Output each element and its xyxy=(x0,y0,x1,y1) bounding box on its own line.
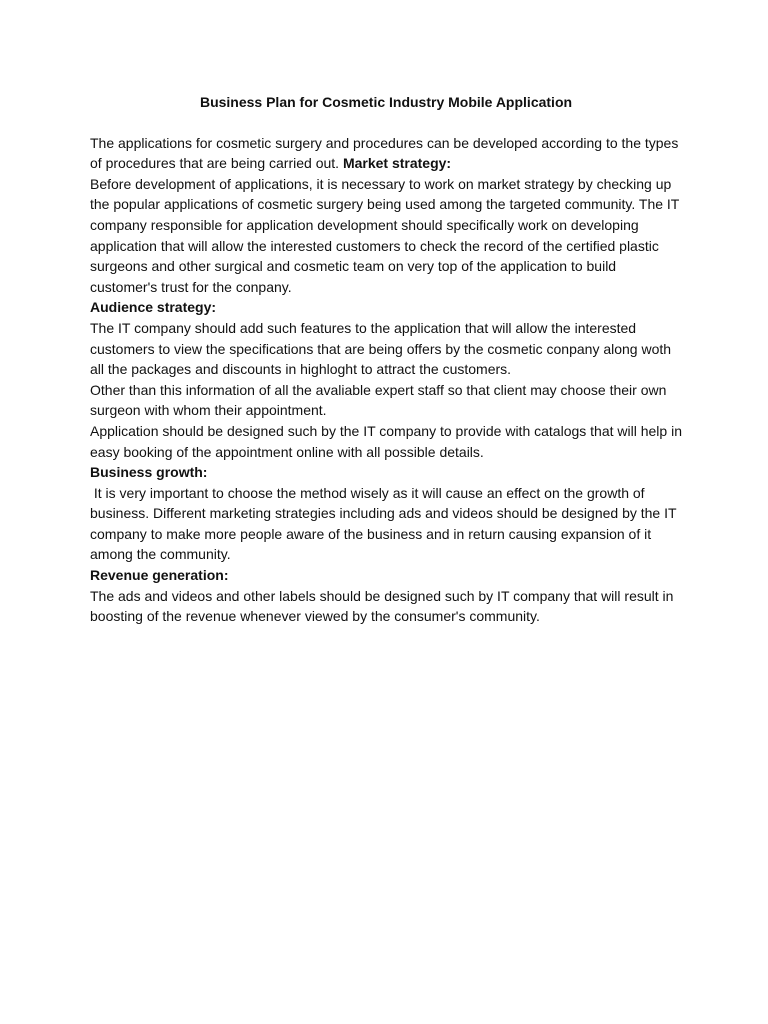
audience-paragraph-3: Application should be designed such by the IT company to provide with catalogs that will help in easy booking of the appointment online with all possible details. xyxy=(90,422,682,460)
business-growth-paragraph: It is very important to choose the method wisely as it will cause an effect on the growth of business. Different marketing strategies including ads and videos should be designed by the IT company to make more people aware of the business and in return causing expansion of it among the community. xyxy=(90,484,681,563)
document-title: Business Plan for Cosmetic Industry Mobile Application xyxy=(199,94,573,110)
intro-text: The applications for cosmetic surgery and procedures can be developed according to the types of procedures that are being carried out. xyxy=(90,134,679,172)
revenue-generation-paragraph: The ads and videos and other labels should be designed such by IT company that will result in boosting of the revenue whenever viewed by the consumer's community. xyxy=(90,587,674,625)
business-growth-heading: Business growth: xyxy=(90,464,208,481)
market-strategy-paragraph: Before development of applications, it is necessary to work on market strategy by checking up the popular applications of cosmetic surgery being used among the targeted community. The IT company responsible for application development should specifically work on developing application that will allow the interested customers to check the record of the certified plastic surgeons and other surgical and cosmetic team on very top of the application to build customer's trust for the conpany. xyxy=(90,175,680,295)
revenue-generation-heading: Revenue generation: xyxy=(90,567,229,584)
audience-paragraph-1: The IT company should add such features to the application that will allow the interested customers to view the specifications that are being offers by the cosmetic conpany along woth all the packages and discounts in highloght to attract the customers. xyxy=(90,319,672,378)
market-strategy-heading: Market strategy: xyxy=(342,155,452,172)
document-body xyxy=(90,92,682,627)
audience-strategy-heading: Audience strategy: xyxy=(90,299,217,316)
audience-paragraph-2: Other than this information of all the avaliable expert staff so that client may choose their own surgeon with whom their appointment. xyxy=(90,381,667,419)
intro-paragraph xyxy=(90,133,682,174)
